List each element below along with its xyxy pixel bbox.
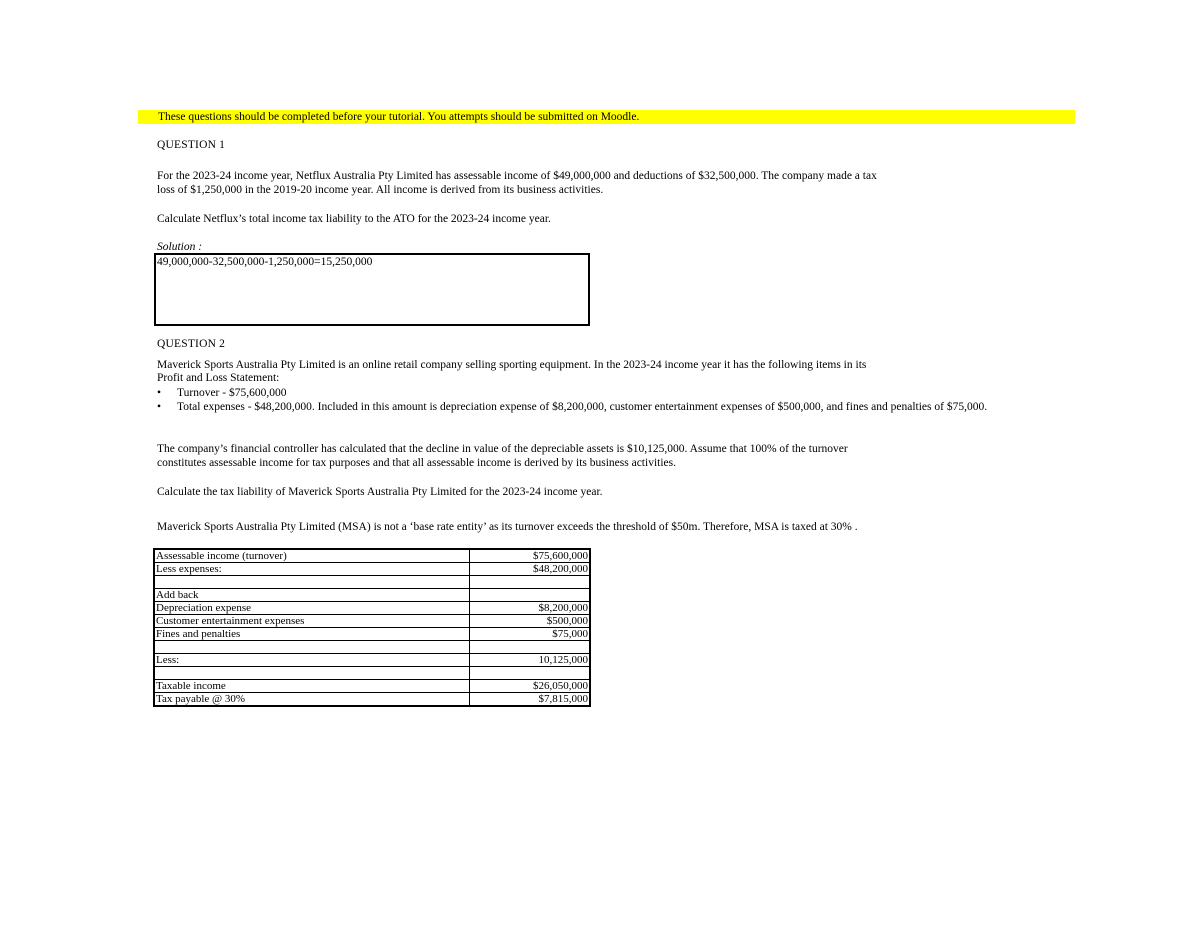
- profit-loss-list: [157, 386, 987, 414]
- row-value: $26,050,000: [470, 680, 591, 693]
- solution-text: 49,000,000-32,500,000-1,250,000=15,250,000: [157, 256, 373, 268]
- row-label: Less:: [154, 654, 470, 667]
- row-value: [470, 641, 591, 654]
- bullet-dot-icon: •: [157, 387, 162, 399]
- row-label: Less expenses:: [154, 563, 470, 576]
- row-label: Tax payable @ 30%: [154, 693, 470, 707]
- solution-box[interactable]: [154, 253, 590, 326]
- row-value: 10,125,000: [470, 654, 591, 667]
- question-2-paragraph-line-2: constitutes assessable income for tax purposes and that all assessable income is derived by its business activities.: [157, 457, 676, 469]
- table-row: [154, 654, 590, 667]
- table-row: [154, 563, 590, 576]
- question-2-task: Calculate the tax liability of Maverick Sports Australia Pty Limited for the 2023-24 income year.: [157, 486, 603, 498]
- question-1-paragraph-line-2: loss of $1,250,000 in the 2019-20 income year. All income is derived from its business activities.: [157, 184, 604, 196]
- row-value: $8,200,000: [470, 602, 591, 615]
- question-2-paragraph-line-1: The company’s financial controller has calculated that the decline in value of the depreciable assets is $10,125,000. Assume that 100% of the turnover: [157, 443, 848, 455]
- question-2-answer: Maverick Sports Australia Pty Limited (MSA) is not a ‘base rate entity’ as its turnover exceeds the threshold of $50m. Therefore, MSA is taxed at 30% .: [157, 521, 858, 533]
- row-label: Depreciation expense: [154, 602, 470, 615]
- solution-label: Solution :: [157, 241, 203, 253]
- instruction-banner: [138, 110, 1075, 124]
- row-value: $48,200,000: [470, 563, 591, 576]
- table-row: [154, 628, 590, 641]
- row-label: [154, 667, 470, 680]
- row-label: Customer entertainment expenses: [154, 615, 470, 628]
- tax-calculation-table: [153, 548, 591, 707]
- bullet-text: Total expenses - $48,200,000. Included in this amount is depreciation expense of $8,200,000, customer entertainment expenses of $500,000, and fines and penalties of $75,000.: [177, 401, 988, 413]
- list-item: [157, 386, 987, 400]
- row-value: $7,815,000: [470, 693, 591, 707]
- row-label: [154, 641, 470, 654]
- banner-text: These questions should be completed before your tutorial. You attempts should be submitted on Moodle.: [158, 111, 640, 123]
- question-1-heading: QUESTION 1: [157, 139, 226, 151]
- table-row: [154, 576, 590, 589]
- bullet-text: Turnover - $75,600,000: [177, 387, 287, 399]
- table-row: [154, 667, 590, 680]
- question-2-intro-line-1: Maverick Sports Australia Pty Limited is an online retail company selling sporting equipment. In the 2023-24 income year it has the following items in its: [157, 359, 867, 371]
- question-1-task: Calculate Netflux’s total income tax liability to the ATO for the 2023-24 income year.: [157, 213, 551, 225]
- row-value: $75,600,000: [470, 549, 591, 563]
- table-row: [154, 589, 590, 602]
- table-row: [154, 693, 590, 707]
- row-value: [470, 667, 591, 680]
- row-value: [470, 576, 591, 589]
- row-value: $500,000: [470, 615, 591, 628]
- question-1-paragraph-line-1: For the 2023-24 income year, Netflux Australia Pty Limited has assessable income of $49,000,000 and deductions of $32,500,000. The company made a tax: [157, 170, 877, 182]
- row-label: Assessable income (turnover): [154, 549, 470, 563]
- row-label: Taxable income: [154, 680, 470, 693]
- table-row: [154, 602, 590, 615]
- row-label: [154, 576, 470, 589]
- row-label: Add back: [154, 589, 470, 602]
- table-row: [154, 615, 590, 628]
- row-label: Fines and penalties: [154, 628, 470, 641]
- question-2-intro-line-2: Profit and Loss Statement:: [157, 372, 280, 384]
- row-value: [470, 589, 591, 602]
- table-row: [154, 641, 590, 654]
- table-row: [154, 680, 590, 693]
- question-2-heading: QUESTION 2: [157, 338, 226, 350]
- row-value: $75,000: [470, 628, 591, 641]
- bullet-dot-icon: •: [157, 401, 162, 413]
- table-row: [154, 549, 590, 563]
- list-item: [157, 400, 987, 414]
